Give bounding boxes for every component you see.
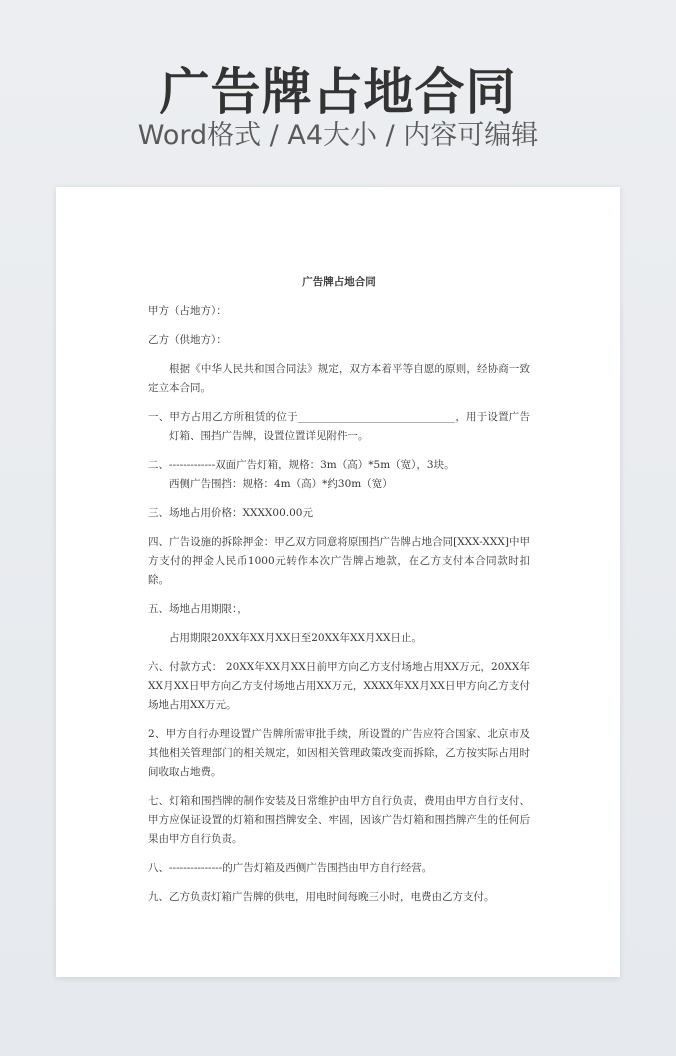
clause-2-line-1: 二、-------------双面广告灯箱，规格：3m（高）*5m（宽），3块。 <box>148 459 455 471</box>
clause-2-line-2: 西侧广告围挡：规格：4m（高）*约30m（宽） <box>169 478 393 490</box>
banner-subtitle: Word格式 / A4大小 / 内容可编辑 <box>137 120 539 151</box>
clause-3: 三、场地占用价格：XXXX00.00元 <box>148 507 313 519</box>
clause-9: 九、乙方负责灯箱广告牌的供电，用电时间每晚三小时，电费由乙方支付。 <box>148 891 495 903</box>
document-title: 广告牌占地合同 <box>302 276 376 288</box>
clause-1: 一、甲方占用乙方所租赁的位于______________________________，用于设置广告灯箱、围挡广告牌，设置位置详见附件一。 <box>148 411 530 442</box>
document-page <box>56 187 620 977</box>
clause-4: 四、广告设施的拆除押金：甲乙双方同意将原围挡广告牌占地合同[XXX-XXX]中甲方支付的押金人民币1000元转作本次广告牌占地款，在乙方支付本合同款时扣除。 <box>148 536 530 586</box>
document-body <box>148 273 530 917</box>
clause-6-item-2: 2、甲方自行办理设置广告牌所需审批手续，所设置的广告应符合国家、北京市及其他相关管理部门的相关规定，如因相关管理政策改变而拆除，乙方按实际占用时间收取占地费。 <box>148 728 530 778</box>
clause-7: 七、灯箱和围挡牌的制作安装及日常维护由甲方自行负责，费用由甲方自行支付、甲方应保证设置的灯箱和围挡牌安全、牢固，因该广告灯箱和围挡牌产生的任何后果由甲方自行负责。 <box>148 795 530 845</box>
preamble-paragraph: 根据《中华人民共和国合同法》规定，双方本着平等自愿的原则，经协商一致定立本合同。 <box>148 363 530 394</box>
clause-5-period: 占用期限20XX年XX月XX日至20XX年XX月XX日止。 <box>169 632 422 644</box>
clause-2 <box>148 456 530 494</box>
banner-title: 广告牌占地合同 <box>159 63 517 121</box>
party-a-line: 甲方（占地方）： <box>148 305 227 317</box>
party-b-line: 乙方（供地方）： <box>148 334 227 346</box>
clause-5: 五、场地占用期限：， <box>148 603 248 615</box>
clause-6: 六、付款方式： 20XX年XX月XX日前甲方向乙方支付场地占用XX万元，20XX年XX月XX日甲方向乙方支付场地占用XX万元，XXXX年XX月XX日甲方向乙方支付场地占用XX万元。 <box>148 661 530 711</box>
clause-8: 八、---------------的广告灯箱及西侧广告围挡由甲方自行经营。 <box>148 862 433 874</box>
